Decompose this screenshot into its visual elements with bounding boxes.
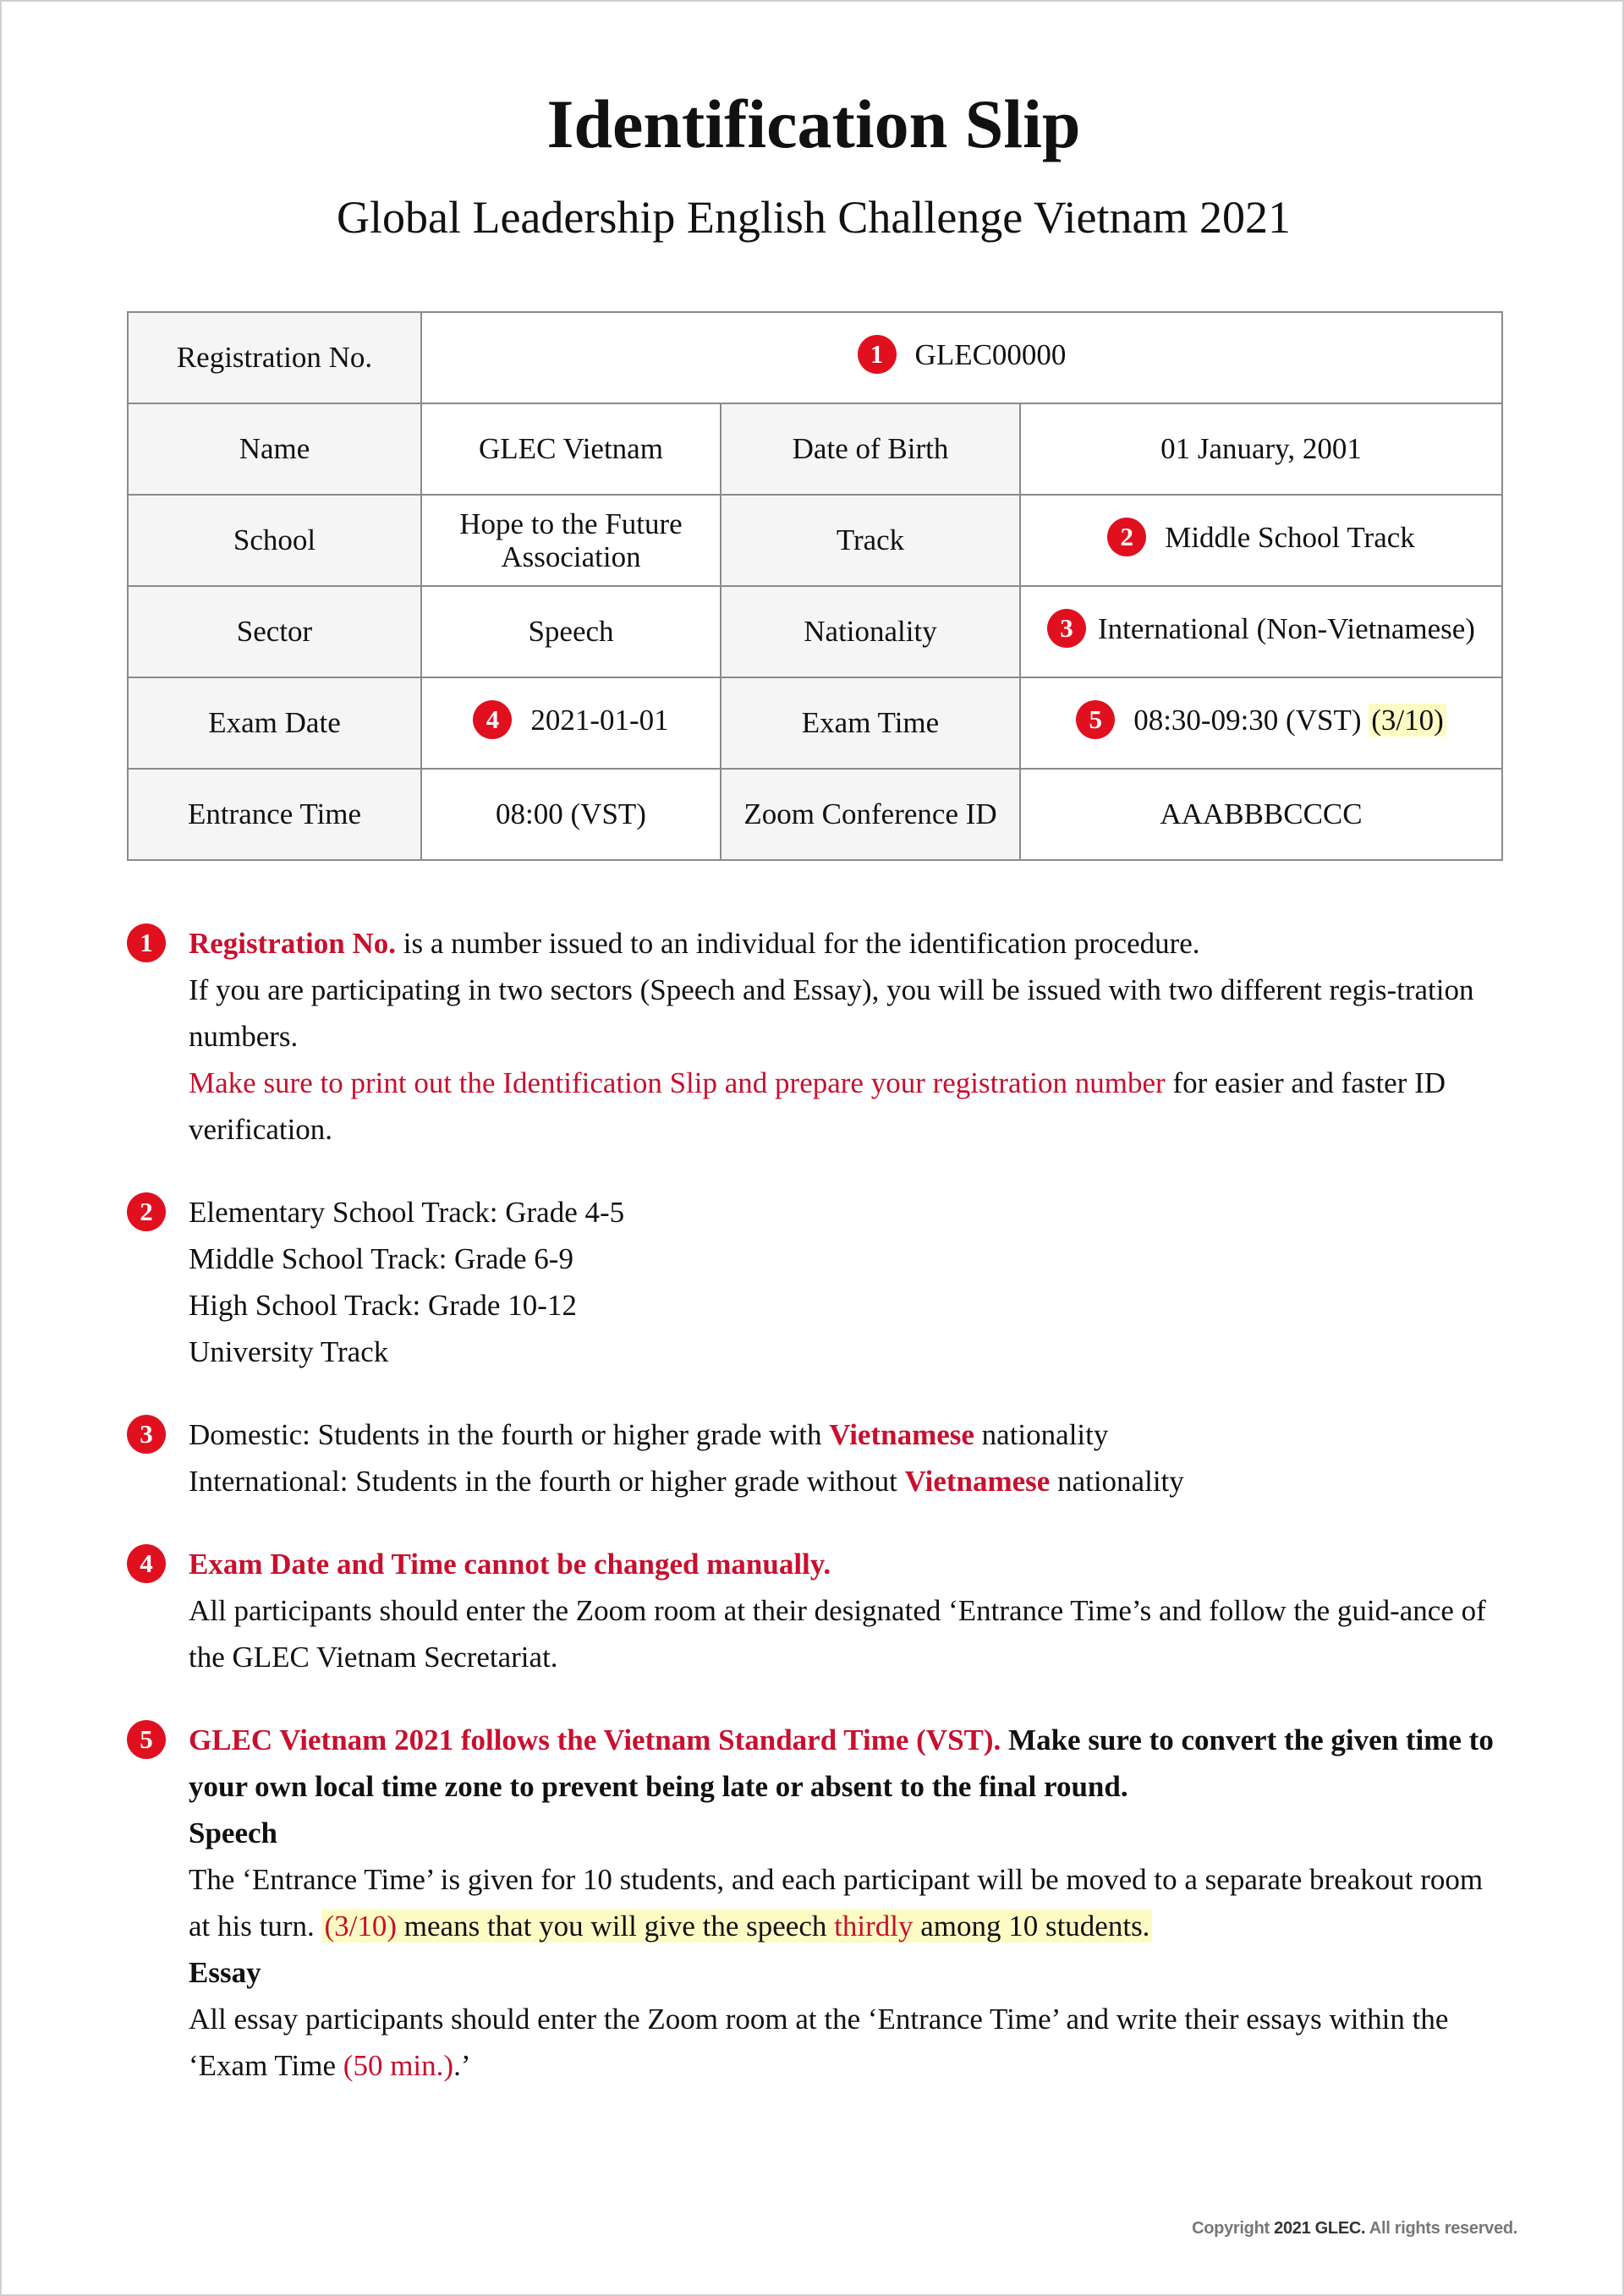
registration-value-cell	[421, 312, 1502, 403]
note-3	[127, 1411, 1501, 1504]
note-5-marker: 5	[127, 1720, 166, 1759]
nationality-label: Nationality	[721, 586, 1020, 677]
international-nationality: Vietnamese	[904, 1465, 1051, 1498]
speech-heading: Speech	[189, 1817, 277, 1849]
identification-table	[127, 311, 1503, 861]
essay-duration: (50 min.)	[343, 2049, 454, 2082]
table-row	[128, 403, 1502, 495]
note-4	[127, 1541, 1501, 1680]
note-5-lead-rest: Make sure to convert the given time to your own local time zone to prevent being late or absent to the final round.	[189, 1723, 1494, 1803]
registration-number: GLEC00000	[914, 338, 1067, 372]
exam-time-label: Exam Time	[721, 677, 1020, 769]
note-1-instruction-rest: for easier and faster ID verification.	[189, 1066, 1446, 1146]
note-1-badge: 1	[858, 335, 897, 374]
note-4-marker: 4	[127, 1544, 166, 1583]
note-4-badge: 4	[473, 700, 512, 739]
page-subtitle: Global Leadership English Challenge Vietnam 2021	[336, 192, 1291, 243]
note-2-badge: 2	[1107, 518, 1146, 556]
international-suffix: nationality	[1050, 1465, 1184, 1498]
exam-date-label: Exam Date	[128, 677, 421, 769]
domestic-nationality: Vietnamese	[829, 1418, 974, 1451]
dob-value: 01 January, 2001	[1020, 403, 1502, 495]
note-1-lead: Registration No.	[189, 927, 396, 960]
note-4-lead: Exam Date and Time cannot be changed manually.	[189, 1548, 831, 1581]
exam-order-highlight: (3/10)	[1369, 704, 1446, 737]
name-label: Name	[128, 403, 421, 495]
list-item: Middle School Track: Grade 6-9	[189, 1242, 573, 1275]
zoom-id-value: AAABBBCCCC	[1020, 769, 1502, 860]
note-1-line2: If you are participating in two sectors (Speech and Essay), you will be issued with two different regis-tration numbers.	[189, 973, 1474, 1053]
domestic-text: Domestic: Students in the fourth or higher grade with	[189, 1418, 830, 1451]
note-3-badge: 3	[1047, 609, 1086, 648]
note-2	[127, 1189, 1501, 1375]
note-1	[127, 920, 1501, 1153]
table-row	[128, 677, 1502, 769]
exam-date-value: 2021-01-01	[530, 704, 669, 737]
essay-end: .’	[453, 2049, 471, 2082]
exam-time-value: 08:30-09:30 (VST)	[1133, 704, 1362, 737]
school-value: Hope to the Future Association	[421, 495, 721, 586]
international-text: International: Students in the fourth or higher grade without	[189, 1465, 905, 1498]
exam-time-value-cell	[1020, 677, 1502, 769]
speech-body: The ‘Entrance Time’ is given for 10 students, and each participant will be moved to a separate breakout room at his turn.	[189, 1863, 1484, 1943]
track-value: Middle School Track	[1165, 521, 1415, 555]
sector-value: Speech	[421, 586, 721, 677]
speech-order: (3/10)	[324, 1910, 398, 1943]
note-3-marker: 3	[127, 1415, 166, 1454]
essay-body: All essay participants should enter the Zoom room at the ‘Entrance Time’ and write their essays within the ‘Exam Time	[189, 2003, 1449, 2082]
copyright-year: 2021 GLEC.	[1274, 2219, 1366, 2238]
nationality-value-cell	[1020, 586, 1502, 677]
note-5-lead: GLEC Vietnam 2021 follows the Vietnam Standard Time (VST).	[189, 1723, 1001, 1756]
zoom-id-label: Zoom Conference ID	[721, 769, 1020, 860]
list-item: High School Track: Grade 10-12	[189, 1289, 577, 1322]
note-2-marker: 2	[127, 1192, 166, 1231]
list-item: University Track	[189, 1335, 389, 1368]
note-5-badge: 5	[1076, 700, 1115, 739]
table-row	[128, 495, 1502, 586]
list-item: Elementary School Track: Grade 4-5	[189, 1196, 625, 1229]
note-1-lead-rest: is a number issued to an individual for the identification procedure.	[395, 927, 1200, 960]
speech-highlight-end: among 10 students.	[913, 1910, 1150, 1943]
table-row	[128, 769, 1502, 860]
table-row	[128, 586, 1502, 677]
copyright-suffix: All rights reserved.	[1365, 2219, 1517, 2238]
note-1-marker: 1	[127, 923, 166, 962]
entrance-time-value: 08:00 (VST)	[421, 769, 721, 860]
copyright	[1192, 2219, 1517, 2238]
domestic-suffix: nationality	[974, 1418, 1109, 1451]
track-value-cell	[1020, 495, 1502, 586]
registration-label: Registration No.	[128, 312, 421, 403]
exam-date-value-cell	[421, 677, 721, 769]
speech-ordinal: thirdly	[834, 1910, 914, 1943]
essay-heading: Essay	[189, 1956, 261, 1989]
table-row	[128, 312, 1502, 403]
page-title: Identification Slip	[546, 85, 1081, 162]
note-4-body: All participants should enter the Zoom room at their designated ‘Entrance Time’s and follow the guid-ance of the GLEC Vietnam Secretariat.	[189, 1594, 1486, 1674]
speech-highlight	[321, 1910, 1152, 1943]
notes-section	[127, 920, 1501, 2089]
copyright-prefix: Copyright	[1192, 2219, 1275, 2238]
nationality-value: International (Non-Vietnamese)	[1098, 612, 1475, 646]
school-label: School	[128, 495, 421, 586]
speech-highlight-text: means that you will give the speech	[397, 1910, 835, 1943]
track-label: Track	[721, 495, 1020, 586]
name-value: GLEC Vietnam	[421, 403, 721, 495]
entrance-time-label: Entrance Time	[128, 769, 421, 860]
note-1-instruction: Make sure to print out the Identification Slip and prepare your registration number	[189, 1066, 1166, 1099]
dob-label: Date of Birth	[721, 403, 1020, 495]
note-5	[127, 1717, 1501, 2089]
sector-label: Sector	[128, 586, 421, 677]
